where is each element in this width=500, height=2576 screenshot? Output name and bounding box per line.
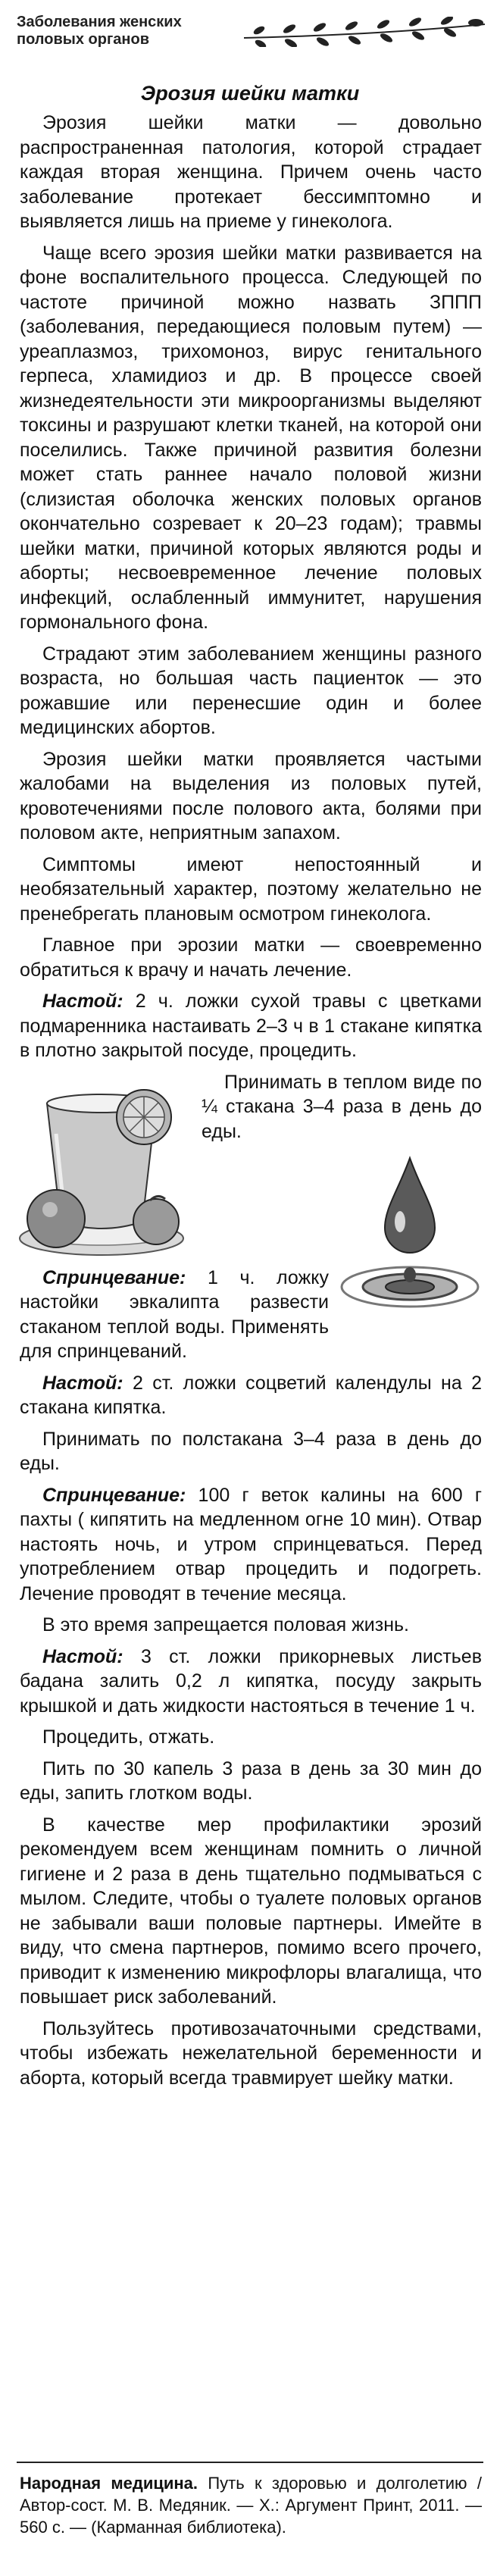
recipe-text: 1 ч. ложку настойки эвкалипта развести стаканом теплой воды. Применять для спринцеваний. [20,1266,329,1362]
section-title: Заболевания женских половых органов [17,14,182,48]
paragraph: Эрозия шейки матки проявляется частыми жалобами на выделения из половых путей, кровотечениями после полового акта, болями при половом акте, неприятным запахом. [20,748,482,844]
paragraph: Принимать по полстакана 3–4 раза в день до еды. [20,1428,482,1474]
book-title: Народная медицина. [20,2474,198,2493]
recipe-label: Спринцевание: [42,1484,186,1506]
recipe-paragraph [20,1483,482,1607]
glass-of-tea-with-orange-icon [17,1073,191,1263]
paragraph: Чаще всего эрозия шейки матки развивается на фоне воспалительного процесса. Следующей по частоте причиной можно назвать ЗППП (заболевания, передающиеся половым путем) — уреаплазмоз, трихомоноз, вирус генитального герпеса, хламидиоз и др. В процессе своей жизнедеятельности эти микроорганизмы выделяют токсины и разрушают клетки тканей, на которой они поселились. Также причиной развития болезни может стать раннее начало половой жизни (слизистая оболочка женских половых органов окончательно созревает к 20–23 годам); травмы шейки матки, причиной которых являются роды и аборты; несвоевременное лечение половых инфекций, ослабленный иммунитет, нарушения гормонального фона. [20,242,482,633]
water-drop-icon [338,1152,482,1319]
recipe-label: Настой: [42,991,123,1012]
page-header [17,11,485,58]
recipe-label: Настой: [42,1372,123,1394]
article-body [20,111,482,2097]
paragraph: Пить по 30 капель 3 раза в день за 30 мин до еды, запить глотком воды. [20,1758,482,1804]
paragraph: Принимать в теплом виде по ¼ стакана 3–4 раза в день до еды. [202,1071,482,1142]
recipe-label: Настой: [42,1645,123,1667]
paragraph: Страдают этим заболеванием женщины разного возраста, но большая часть пациенток — это рожавшие или перенесшие один и более медицинских абортов. [20,643,482,738]
recipe-paragraph [20,1371,482,1420]
recipe-text: 2 ст. ложки соцветий календулы на 2 стакана кипятка. [20,1372,482,1418]
footer-divider [17,2462,483,2463]
paragraph: В качестве мер профилактики эрозий рекомендуем всем женщинам помнить о личной гигиене и 2 раза в день тщательно подмываться с мылом. Следите, чтобы о туалете половых органов не забывали ваши половые партнеры. Имейте в виду, что смена партнеров, помимо всего прочего, приводит к изменению микрофлоры влагалища, что повышает риск заболеваний. [20,1814,482,2008]
paragraph: Главное при эрозии матки — своевременно обратиться к врачу и начать лечение. [20,934,482,981]
leaf-ornament-icon [244,17,485,47]
recipe-text: 3 ст. ложки прикорневых листьев бадана залить 0,2 л кипятка, посуду закрыть крышкой и дать жидкости настояться в течение 1 ч. [20,1645,482,1717]
citation-text: Путь к здоровью и долголетию / Автор-сост. М. В. Медяник. — Х.: Аргумент Принт, 2011. — 560 с. — (Карманная библиотека). [20,2474,482,2537]
recipe-text: 100 г веток калины на 600 г пахты ( кипятить на медленном огне 10 мин). Отвар настоять ночь, и утром спринцеваться. Перед употреблением отвар процедить и подогреть. Лечение проводят в течение месяца. [20,1484,482,1604]
recipe-label: Спринцевание: [42,1266,186,1288]
paragraph: Эрозия шейки матки — довольно распространенная патология, которой страдает каждая вторая женщина. Причем очень часто заболевание протекает бессимптомно и выявляется лишь на приеме у гинеколога. [20,112,482,232]
recipe-paragraph [20,989,482,1063]
paragraph: В это время запрещается половая жизнь. [42,1614,409,1635]
paragraph: Пользуйтесь противозачаточными средствами, чтобы избежать нежелательной беременности и аборта, который всегда травмирует шейку матки. [20,2017,482,2089]
source-citation [20,2472,482,2538]
recipe-paragraph [20,1645,482,1719]
paragraph: Симптомы имеют непостоянный и необязательный характер, поэтому желательно не пренебрегать плановым осмотром гинеколога. [20,853,482,925]
recipe-text: 2 ч. ложки сухой травы с цветками подмаренника настаивать 2–3 ч в 1 стакане кипятка в плотно закрытой посуде, процедить. [20,991,482,1061]
paragraph: Процедить, отжать. [42,1726,215,1748]
article-title: Эрозия шейки матки [140,82,360,105]
